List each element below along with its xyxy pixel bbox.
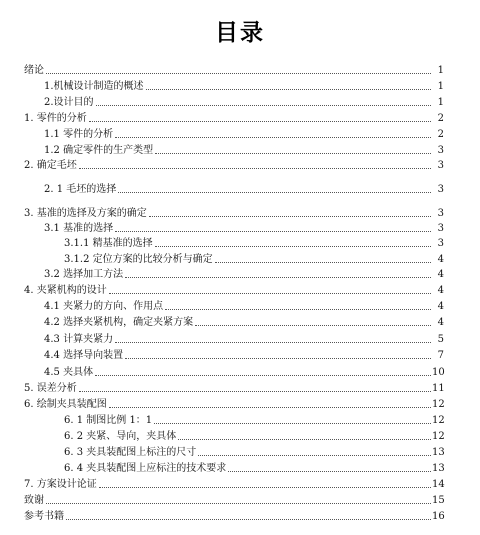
toc-entry-overview[interactable] [44, 80, 444, 93]
toc-entry-label: 致谢 [24, 495, 44, 506]
toc-entry-chapter-6[interactable] [24, 398, 444, 411]
toc-page-number: 4 [437, 301, 444, 312]
toc-entry-label: 1.1 零件的分析 [44, 129, 114, 140]
toc-entry-acknowledgements[interactable] [24, 494, 444, 507]
toc-leader [79, 168, 431, 169]
toc-entry-label: 1. 零件的分析 [24, 113, 87, 124]
toc-entry-references[interactable] [24, 510, 444, 523]
toc-leader [198, 455, 431, 456]
toc-entry-label: 1.2 确定零件的生产类型 [44, 145, 154, 156]
toc-entry-purpose[interactable] [44, 96, 444, 109]
toc-entry-4-2[interactable] [44, 316, 444, 329]
toc-page-number: 13 [432, 463, 445, 474]
toc-entry-label: 6. 绘制夹具装配图 [24, 399, 107, 410]
toc-entry-label: 6. 3 夹具装配图上标注的尺寸 [64, 447, 197, 458]
toc-leader [46, 503, 431, 504]
toc-leader [46, 73, 431, 74]
toc-entry-label: 2.设计目的 [44, 97, 94, 108]
toc-entry-label: 4.5 夹具体 [44, 367, 94, 378]
toc-entry-label: 4. 夹紧机构的设计 [24, 285, 107, 296]
toc-entry-6-3[interactable] [64, 446, 444, 459]
toc-leader [125, 358, 431, 359]
toc-entry-label: 参考书籍 [24, 511, 64, 522]
toc-entry-label: 3.1.2 定位方案的比较分析与确定 [64, 254, 213, 265]
toc-page-number: 4 [437, 285, 444, 296]
toc-page-number: 10 [432, 367, 445, 378]
toc-entry-4-4[interactable] [44, 349, 444, 362]
toc-entry-label: 5. 误差分析 [24, 383, 77, 394]
toc-leader [89, 121, 431, 122]
toc-leader [115, 231, 431, 232]
toc-leader [178, 439, 431, 440]
toc-leader [66, 519, 431, 520]
toc-entry-1-1[interactable] [44, 128, 444, 141]
toc-leader [118, 192, 431, 193]
toc-leader [109, 293, 431, 294]
toc-entry-label: 6. 1 制图比例 1：1 [64, 415, 153, 426]
toc-leader [165, 309, 431, 310]
toc-entry-3-1[interactable] [44, 222, 444, 235]
toc-leader [146, 89, 431, 90]
toc-leader [155, 153, 431, 154]
toc-entry-6-2[interactable] [64, 430, 444, 443]
toc-entry-label: 6. 2 夹紧、导向，夹具体 [64, 431, 177, 442]
toc-leader [115, 137, 431, 138]
toc-entry-chapter-4[interactable] [24, 284, 444, 297]
toc-entry-label: 2. 确定毛坯 [24, 160, 77, 171]
toc-entry-4-3[interactable] [44, 333, 444, 346]
toc-entry-preface[interactable] [24, 64, 444, 77]
toc-entry-label: 3.1 基准的选择 [44, 223, 114, 234]
toc-page-number: 4 [437, 317, 444, 328]
toc-entry-3-1-1[interactable] [64, 237, 444, 250]
toc-page-number: 2 [437, 129, 444, 140]
toc-page-number: 2 [437, 113, 444, 124]
toc-entry-label: 4.1 夹紧力的方向、作用点 [44, 301, 164, 312]
toc-page-number: 12 [432, 431, 445, 442]
toc-entry-label: 4.4 选择导向装置 [44, 350, 124, 361]
toc-page-number: 3 [437, 160, 444, 171]
toc-entry-3-2[interactable] [44, 268, 444, 281]
page-title: 目录 [215, 20, 265, 46]
toc-page-number: 12 [432, 415, 445, 426]
toc-entry-chapter-3[interactable] [24, 207, 444, 220]
toc-leader [95, 375, 431, 376]
toc-entry-6-4[interactable] [64, 462, 444, 475]
toc-leader [109, 407, 431, 408]
toc-entry-label: 3.1.1 精基准的选择 [64, 238, 153, 249]
toc-entry-label: 4.2 选择夹紧机构，确定夹紧方案 [44, 317, 194, 328]
toc-entry-label: 7. 方案设计论证 [24, 479, 97, 490]
toc-page-number: 3 [437, 184, 444, 195]
toc-entry-4-5[interactable] [44, 366, 444, 379]
toc-leader [154, 423, 431, 424]
toc-leader [228, 471, 431, 472]
toc-page-number: 3 [437, 145, 444, 156]
toc-leader [155, 246, 431, 247]
toc-page-number: 7 [437, 350, 444, 361]
toc-entry-label: 3.2 选择加工方法 [44, 269, 124, 280]
toc-entry-chapter-5[interactable] [24, 382, 444, 395]
toc-page-number: 1 [437, 81, 444, 92]
toc-entry-label: 6. 4 夹具装配图上应标注的技术要求 [64, 463, 227, 474]
toc-page-number: 3 [437, 238, 444, 249]
toc-page-number: 15 [432, 495, 445, 506]
toc-leader [99, 487, 431, 488]
toc-page-number: 1 [437, 65, 444, 76]
toc-entry-4-1[interactable] [44, 300, 444, 313]
toc-page-number: 12 [432, 399, 445, 410]
toc-entry-label: 2. 1 毛坯的选择 [44, 184, 117, 195]
toc-entry-label: 3. 基准的选择及方案的确定 [24, 208, 147, 219]
toc-leader [115, 342, 431, 343]
toc-entry-label: 绪论 [24, 65, 44, 76]
toc-page-number: 14 [432, 479, 445, 490]
toc-entry-chapter-2[interactable] [24, 159, 444, 172]
toc-page-number: 16 [432, 511, 445, 522]
toc-page-number: 13 [432, 447, 445, 458]
toc-page-number: 3 [437, 208, 444, 219]
toc-entry-3-1-2[interactable] [64, 253, 444, 266]
toc-page-number: 4 [437, 254, 444, 265]
toc-entry-2-1[interactable] [44, 183, 444, 196]
toc-leader [125, 277, 431, 278]
toc-page-number: 11 [432, 383, 445, 394]
toc-leader [195, 325, 431, 326]
toc-page-number: 5 [437, 334, 444, 345]
toc-page-number: 3 [437, 223, 444, 234]
toc-entry-label: 1.机械设计制造的概述 [44, 81, 144, 92]
toc-leader [149, 216, 431, 217]
toc-entry-1-2[interactable] [44, 144, 444, 157]
toc-page-number: 1 [437, 97, 444, 108]
toc-leader [96, 105, 431, 106]
toc-leader [79, 391, 431, 392]
toc-entry-label: 4.3 计算夹紧力 [44, 334, 114, 345]
toc-entry-chapter-7[interactable] [24, 478, 444, 491]
toc-entry-chapter-1[interactable] [24, 112, 444, 125]
toc-page-number: 4 [437, 269, 444, 280]
toc-leader [215, 262, 431, 263]
toc-entry-6-1[interactable] [64, 414, 444, 427]
